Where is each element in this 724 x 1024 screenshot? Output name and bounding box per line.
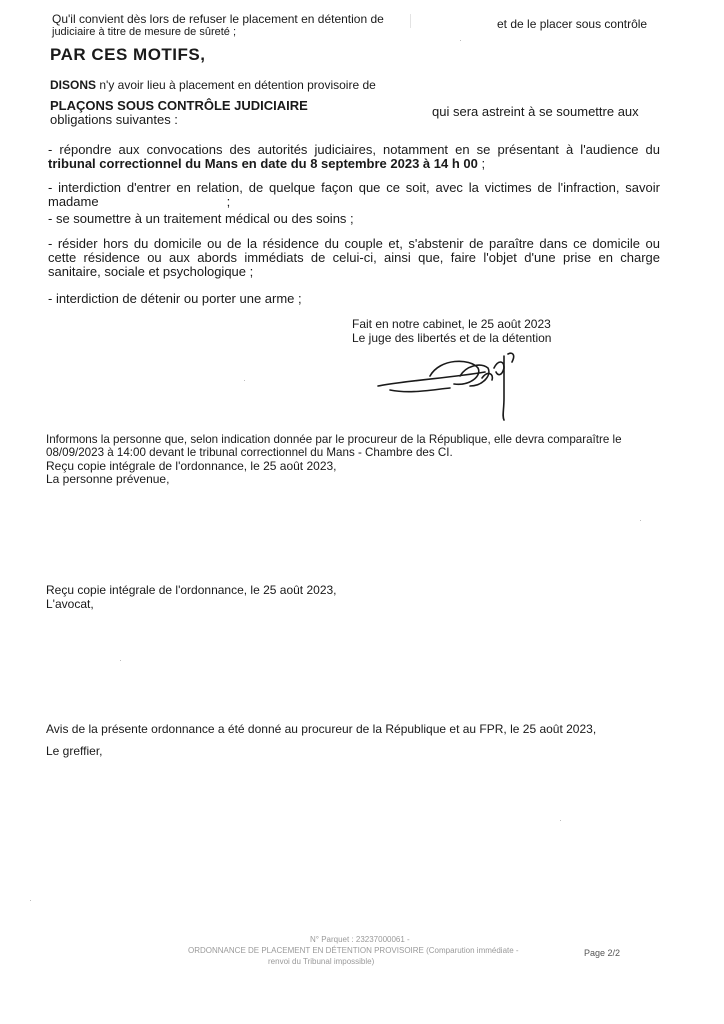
scan-speck <box>640 520 641 521</box>
obligation-1-line-1: - répondre aux convocations des autorités judiciaires, notamment en se présentant à l'audience du <box>48 142 660 157</box>
obligation-3 <box>48 212 660 226</box>
obligation-1 <box>48 143 660 171</box>
obligation-1-line-2-wrap <box>48 157 660 171</box>
obligation-5 <box>48 292 660 306</box>
informons-line-4: La personne prévenue, <box>46 472 170 486</box>
obligation-5-text: - interdiction de détenir ou porter une arme ; <box>48 291 302 306</box>
scan-mark <box>410 14 411 28</box>
obligation-4-line-3: sanitaire, sociale et psychologique ; <box>48 264 254 279</box>
intro-line-1-right: et de le placer sous contrôle <box>497 17 648 31</box>
footer-parquet-number: N° Parquet : 23237000061 - <box>310 935 410 944</box>
obligation-4-line-1: - résider hors du domicile ou de la résidence du couple et, s'abstenir de paraître dans ce domicile ou <box>48 236 660 251</box>
placons-line-2: obligations suivantes : <box>50 112 178 127</box>
scan-speck <box>30 900 31 901</box>
avocat-line-2: L'avocat, <box>46 597 94 611</box>
page-number: Page 2/2 <box>584 948 621 958</box>
disons-text: n'y avoir lieu à placement en détention provisoire de <box>99 78 376 92</box>
footer-ordonnance-subtitle: renvoi du Tribunal impossible) <box>268 957 375 966</box>
obligation-2-end: ; <box>226 194 231 209</box>
obligation-2-line-2-wrap <box>48 195 660 209</box>
intro-line-1-left: Qu'il convient dès lors de refuser le placement en détention de <box>52 12 384 26</box>
section-heading: PAR CES MOTIFS, <box>50 45 206 64</box>
disons-keyword: DISONS <box>50 78 97 92</box>
avocat-line-1: Reçu copie intégrale de l'ordonnance, le 25 août 2023, <box>46 583 337 597</box>
avis-line: Avis de la présente ordonnance a été donné au procureur de la République et au FPR, le 25 août 2023, <box>46 722 597 736</box>
disons-line <box>50 78 376 92</box>
scan-speck <box>120 660 121 661</box>
obligation-4 <box>48 237 660 279</box>
greffier-line: Le greffier, <box>46 744 103 758</box>
informons-line-3: Reçu copie intégrale de l'ordonnance, le 25 août 2023, <box>46 459 337 473</box>
informons-line-2: 08/09/2023 à 14:00 devant le tribunal correctionnel du Mans - Chambre des CI. <box>46 446 453 459</box>
placons-right: qui sera astreint à se soumettre aux <box>432 104 639 119</box>
intro-line-2: judiciaire à titre de mesure de sûreté ; <box>52 26 237 38</box>
fait-en-cabinet: Fait en notre cabinet, le 25 août 2023 <box>352 317 551 331</box>
obligation-1-line-2: tribunal correctionnel du Mans en date du 8 septembre 2023 à 14 h 00 <box>48 156 478 171</box>
juge-title: Le juge des libertés et de la détention <box>352 331 552 345</box>
obligation-2-line-1: - interdiction d'entrer en relation, de quelque façon que ce soit, avec la victimes de l'infraction, savoir <box>48 180 660 195</box>
judge-signature-image <box>370 350 530 425</box>
placons-title: PLAÇONS SOUS CONTRÔLE JUDICIAIRE <box>50 98 308 113</box>
obligation-4-line-2: cette résidence ou aux abords immédiats de celui-ci, ainsi que, faire l'objet d'une prise en charge <box>48 250 660 265</box>
footer-ordonnance-title: ORDONNANCE DE PLACEMENT EN DÉTENTION PROVISOIRE (Comparution immédiate - <box>188 946 519 955</box>
obligation-1-end: ; <box>477 156 486 171</box>
obligation-2 <box>48 181 660 209</box>
scan-speck <box>460 40 461 41</box>
obligation-2-line-2: madame <box>48 194 99 209</box>
informons-line-1: Informons la personne que, selon indication donnée par le procureur de la République, elle devra comparaître le <box>46 433 622 446</box>
scan-speck <box>560 820 561 821</box>
scan-speck <box>244 380 245 381</box>
obligation-3-text: - se soumettre à un traitement médical ou des soins ; <box>48 211 354 226</box>
